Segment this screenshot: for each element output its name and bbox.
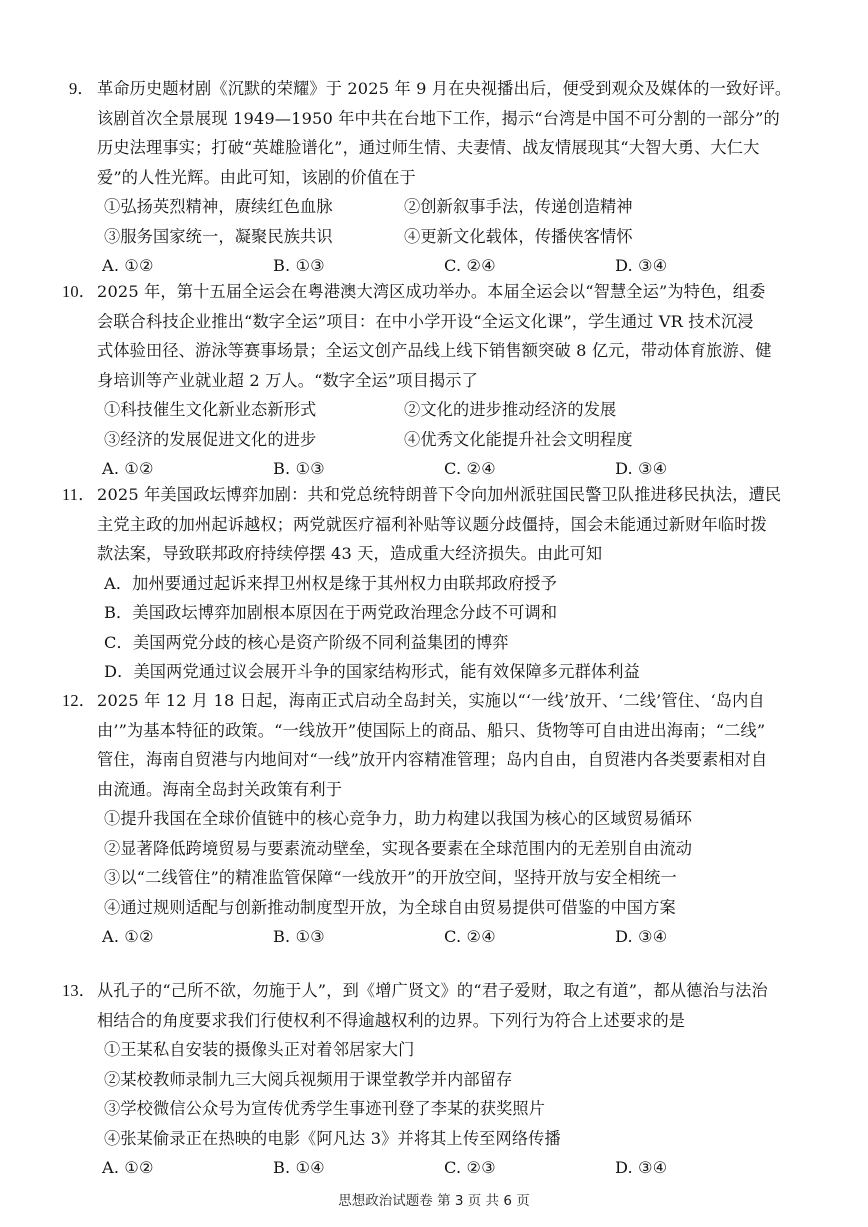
question-10: [62, 277, 842, 484]
statement-option: ④更新文化载体，传播侠客情怀: [404, 226, 633, 246]
choice-c: C. ②④: [444, 459, 496, 478]
question-stem-line: 爱”的人性光辉。由此可知，该剧的价值在于: [97, 167, 416, 187]
statement-row: [62, 425, 842, 455]
choice-a: A. ①②: [102, 927, 154, 946]
question-stem-line: 会联合科技企业推出“数字全运”项目：在中小学开设“全运文化课”，学生通过 VR 技术沉浸: [97, 311, 754, 331]
choice-b: B．美国政坛博弈加剧根本原因在于两党政治理念分歧不可调和: [104, 603, 558, 622]
question-stem-line: 该剧首次全景展现 1949—1950 年中共在台地下工作，揭示“台湾是中国不可分割的一部分”的: [97, 108, 780, 128]
question-stem-line: 款法案，导致联邦政府持续停摆 43 天，造成重大经济损失。由此可知: [97, 544, 603, 563]
choice-a: A．加州要通过起诉来捍卫州权是缘于其州权力由联邦政府授予: [104, 573, 557, 593]
statement-option: ④优秀文化能提升社会文明程度: [404, 429, 633, 449]
statement-option: ③学校微信公众号为宣传优秀学生事迹刊登了李某的获奖照片: [104, 1099, 546, 1118]
choice-a: A. ①②: [102, 1158, 154, 1177]
choice-d: D. ③④: [615, 1158, 668, 1177]
question-stem-line: 相结合的角度要求我们行使权利不得逾越权利的边界。下列行为符合上述要求的是: [97, 1010, 686, 1030]
statement-row: [62, 222, 842, 252]
statement-option: ②某校教师录制九三大阅兵视频用于课堂教学并内部留存: [104, 1069, 513, 1089]
question-stem-line: 10．2025 年，第十五届全运会在粤港澳大湾区成功举办。本届全运会以“智慧全运”为特色，组委: [62, 277, 842, 307]
choice-b: B. ①③: [273, 459, 325, 478]
statement-option: ①弘扬英烈精神，赓续红色血脉: [104, 197, 333, 216]
question-11: [62, 480, 842, 687]
question-9: [62, 74, 842, 281]
choice-c: C. ②④: [444, 927, 496, 946]
choice-d: D. ③④: [615, 256, 668, 275]
question-number: 13．: [62, 981, 96, 1000]
question-stem-line: 身培训等产业就业超 2 万人。“数字全运”项目揭示了: [97, 370, 478, 390]
question-stem-line: 由’”为基本特征的政策。“一线放开”使国际上的商品、船只、货物等可自由进出海南；“二线”: [97, 720, 766, 740]
statement-option: ④张某偷录正在热映的电影《阿凡达 3》并将其上传至网络传播: [104, 1128, 561, 1148]
question-stem-line: 12．2025 年 12 月 18 日起，海南正式启动全岛封关，实施以“‘一线’放开、‘二线’管住、‘岛内自: [62, 686, 842, 716]
choice-c: C．美国两党分歧的核心是资产阶级不同利益集团的博弈: [104, 632, 509, 652]
question-stem-line: 11． 2025 年美国政坛博弈加剧：共和党总统特朗普下令向加州派驻国民警卫队推进移民执法，遭民: [62, 480, 842, 510]
choice-c: C. ②③: [444, 1158, 496, 1177]
statement-option: ①科技催生文化新业态新形式: [104, 400, 317, 419]
statement-option: ②显著降低跨境贸易与要素流动壁垒，实现各要素在全球范围内的无差别自由流动: [104, 838, 693, 858]
choice-c: C. ②④: [444, 256, 496, 275]
page-footer: 思想政治试题卷 第 3 页 共 6 页: [338, 1193, 530, 1209]
statement-row: [62, 192, 842, 222]
statement-option: ③以“二线管住”的精准监管保障“一线放开”的开放空间，坚持开放与安全相统一: [104, 868, 677, 887]
choice-a: A. ①②: [102, 256, 154, 275]
question-12: [62, 686, 842, 952]
question-stem-line: 9． 革命历史题材剧《沉默的荣耀》于 2025 年 9 月在央视播出后，便受到观众及媒体的一致好评。: [62, 74, 842, 104]
choice-b: B. ①④: [273, 1158, 325, 1177]
choice-a: A. ①②: [102, 459, 154, 478]
question-stem-line: 13．从孔子的“己所不欲，勿施于人”，到《增广贤文》的“君子爱财，取之有道”，都从德治与法治: [62, 976, 842, 1006]
statement-option: ④通过规则适配与创新推动制度型开放，为全球自由贸易提供可借鉴的中国方案: [104, 897, 676, 917]
answer-choices: [62, 1153, 842, 1183]
choice-d: D．美国两党通过议会展开斗争的国家结构形式，能有效保障多元群体利益: [104, 662, 640, 681]
statement-option: ①提升我国在全球价值链中的核心竞争力，助力构建以我国为核心的区域贸易循环: [104, 809, 693, 828]
statement-option: ③经济的发展促进文化的进步: [104, 429, 317, 449]
question-stem-line: 历史法理事实；打破“英雄脸谱化”，通过师生情、夫妻情、战友情展现其“大智大勇、大仁大: [97, 138, 760, 157]
question-stem-line: 管住，海南自贸港与内地间对“一线”放开内容精准管理；岛内自由，自贸港内各类要素相对自: [97, 750, 768, 769]
choice-b: B. ①③: [273, 927, 325, 946]
choice-d: D. ③④: [615, 927, 668, 946]
statement-option: ①王某私自安装的摄像头正对着邻居家大门: [104, 1040, 415, 1059]
question-number: 11．: [62, 485, 95, 504]
question-number: 9．: [68, 79, 94, 98]
statement-option: ②创新叙事手法，传递创造精神: [404, 197, 633, 216]
choice-d: D. ③④: [615, 459, 668, 478]
question-13: [62, 976, 842, 1183]
question-stem-line: 由流通。海南全岛封关政策有利于: [97, 779, 343, 799]
choice-b: B. ①③: [273, 256, 325, 275]
statement-row: [62, 395, 842, 425]
question-number: 12．: [62, 691, 96, 710]
question-stem-line: 主党主政的加州起诉越权；两党就医疗福利补贴等议题分歧僵持，国会未能通过新财年临时拨: [97, 514, 767, 534]
statement-option: ③服务国家统一，凝聚民族共识: [104, 226, 333, 246]
question-number: 10．: [62, 282, 96, 301]
answer-choices: [62, 922, 842, 952]
question-stem-line: 式体验田径、游泳等赛事场景；全运文创产品线上线下销售额突破 8 亿元，带动体育旅游、健: [97, 341, 772, 360]
statement-option: ②文化的进步推动经济的发展: [404, 400, 617, 419]
